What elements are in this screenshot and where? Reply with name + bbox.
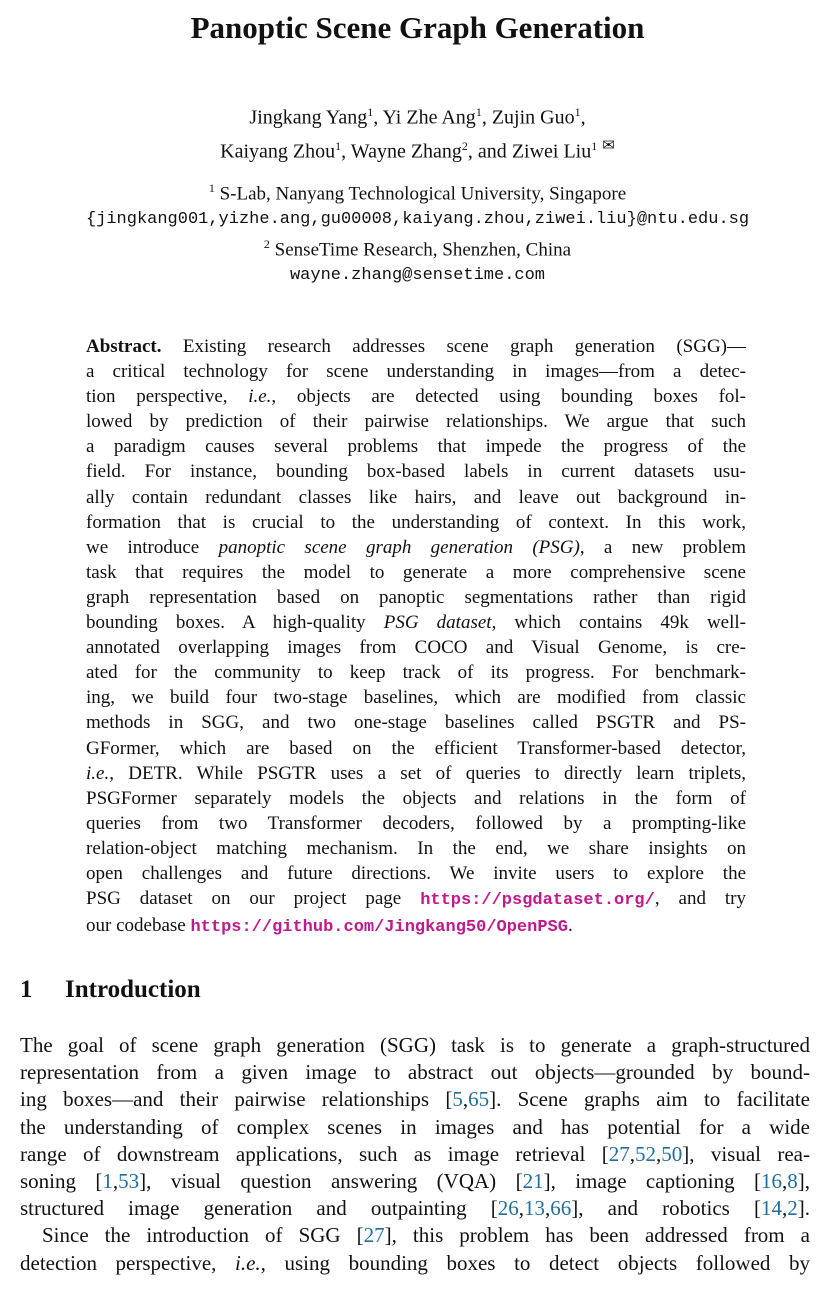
- abstract-line: open challenges and future directions. We invite users to explore the: [86, 862, 746, 884]
- abstract-line: methods in SGG, and two one-stage baselines called PSGTR and PS-: [86, 712, 746, 734]
- project-page-link[interactable]: https://psgdataset.org/: [420, 891, 655, 911]
- citation-link[interactable]: 53: [118, 1169, 140, 1194]
- abstract: [86, 334, 746, 940]
- introduction-body: [20, 1032, 810, 1277]
- citation-link[interactable]: 8: [787, 1169, 798, 1194]
- intro-line: the understanding of complex scenes in images and has potential for a wide: [20, 1114, 810, 1139]
- affiliation-mark: 1: [335, 138, 342, 153]
- citation-link[interactable]: 65: [468, 1087, 490, 1112]
- intro-line: Since the introduction of SGG [27], this problem has been addressed from a: [42, 1223, 810, 1248]
- affiliation-mark: 1: [591, 138, 598, 153]
- author-list: [0, 98, 835, 165]
- affiliations: [0, 176, 835, 289]
- citation-link[interactable]: 13: [524, 1196, 545, 1221]
- abstract-line: graph representation based on panoptic segmentations rather than rigid: [86, 586, 746, 608]
- intro-line: range of downstream applications, such as image retrieval [27,52,50], visual rea-: [20, 1141, 810, 1166]
- abstract-line: bounding boxes. A high-quality PSG dataset, which contains 49k well-: [86, 612, 746, 634]
- affiliation-2: $^2$ SenseTime Research, Shenzhen, China: [263, 237, 572, 261]
- abstract-body: [86, 334, 746, 886]
- affiliation-mark: 1: [367, 105, 374, 119]
- affiliation-1: $^1$ S-Lab, Nanyang Technological University, Singapore: [208, 181, 627, 205]
- affiliation-2-email[interactable]: wayne.zhang@sensetime.com: [289, 266, 546, 286]
- citation-link[interactable]: 66: [550, 1196, 572, 1221]
- citation-link[interactable]: 50: [661, 1141, 683, 1166]
- abstract-line: lowed by prediction of their pairwise relationships. We argue that such: [86, 411, 746, 433]
- abstract-line: GFormer, which are based on the efficient Transformer-based detector,: [86, 737, 746, 759]
- abstract-line: Abstract. Existing research addresses scene graph generation (SGG)—: [86, 336, 746, 357]
- abstract-line: annotated overlapping images from COCO and Visual Genome, is cre-: [86, 637, 746, 659]
- abstract-line: ally contain redundant classes like hairs, and leave out background in-: [86, 486, 746, 508]
- intro-line: ing boxes—and their pairwise relationships [5,65]. Scene graphs aim to facilitate: [20, 1087, 810, 1112]
- author-name: Jingkang Yang: [249, 106, 368, 129]
- citation-link[interactable]: 2: [787, 1196, 798, 1221]
- intro-line: structured image generation and outpainting [26,13,66], and robotics [14,2].: [20, 1196, 810, 1221]
- abstract-line: task that requires the model to generate a more comprehensive scene: [86, 561, 746, 583]
- citation-link[interactable]: 5: [452, 1087, 463, 1112]
- affiliation-1-email[interactable]: {jingkang001,yizhe.ang,gu00008,kaiyang.zhou,ziwei.liu}@ntu.edu.sg: [85, 209, 750, 229]
- authors-line-2: Kaiyang Zhou$^1$, Wayne Zhang$^2$, and Ziwei Liu$^1$ ✉: [220, 137, 615, 163]
- author-name: Kaiyang Zhou: [220, 140, 336, 163]
- citation-link[interactable]: 26: [497, 1196, 519, 1221]
- abstract-line: tion perspective, i.e., objects are detected using bounding boxes fol-: [86, 386, 746, 408]
- codebase-link[interactable]: https://github.com/Jingkang50/OpenPSG: [190, 918, 568, 938]
- abstract-line: i.e., DETR. While PSGTR uses a set of queries to directly learn triplets,: [86, 762, 746, 784]
- intro-line: soning [1,53], visual question answering (VQA) [21], image captioning [16,8],: [20, 1169, 810, 1194]
- abstract-line: our codebase https://github.com/Jingkang50/OpenPSG.: [86, 915, 573, 938]
- intro-line: detection perspective, i.e., using bounding boxes to detect objects followed by: [20, 1250, 810, 1275]
- abstract-line: we introduce panoptic scene graph generation (PSG), a new problem: [86, 536, 746, 558]
- author-name: Ziwei Liu: [511, 140, 592, 163]
- authors-line-1: Jingkang Yang$^1$, Yi Zhe Ang$^1$, Zujin Guo$^1$,: [249, 105, 586, 129]
- author-name: Zujin Guo: [491, 106, 575, 129]
- citation-link[interactable]: 52: [634, 1141, 656, 1166]
- section-heading: 1 Introduction: [20, 976, 201, 1003]
- abstract-line: a paradigm causes several problems that impede the progress of the: [86, 436, 746, 458]
- abstract-line: PSG dataset on our project page https://psgdataset.org/, and try: [86, 888, 746, 911]
- author-name: Wayne Zhang: [350, 140, 462, 163]
- abstract-line: ing, we build four two-stage baselines, which are modified from classic: [86, 687, 746, 709]
- citation-link[interactable]: 27: [363, 1223, 385, 1248]
- intro-line: The goal of scene graph generation (SGG) task is to generate a graph-structured: [20, 1033, 810, 1057]
- abstract-line: PSGFormer separately models the objects and relations in the form of: [86, 787, 746, 809]
- citation-link[interactable]: 1: [102, 1169, 113, 1194]
- paper-title: Panoptic Scene Graph Generation: [190, 10, 645, 45]
- author-name: Yi Zhe Ang: [382, 106, 476, 129]
- abstract-line: ated for the community to keep track of its progress. For benchmark-: [86, 662, 746, 684]
- abstract-line: formation that is crucial to the understanding of context. In this work,: [86, 511, 746, 533]
- affiliation-mark: 1: [475, 105, 482, 119]
- citation-link[interactable]: 21: [522, 1169, 544, 1194]
- affiliation-mark: 1: [574, 105, 581, 119]
- abstract-label: Abstract.: [86, 336, 183, 357]
- citation-link[interactable]: 27: [608, 1141, 630, 1166]
- envelope-icon[interactable]: ✉: [602, 137, 615, 154]
- abstract-line: relation-object matching mechanism. In the end, we share insights on: [86, 837, 746, 859]
- abstract-line: queries from two Transformer decoders, followed by a prompting-like: [86, 812, 746, 834]
- citation-link[interactable]: 14: [761, 1196, 782, 1221]
- citation-link[interactable]: 16: [760, 1169, 782, 1194]
- abstract-line: field. For instance, bounding box-based labels in current datasets usu-: [86, 461, 746, 483]
- intro-line: representation from a given image to abstract out objects—grounded by bound-: [20, 1060, 810, 1085]
- affiliation-mark: 2: [461, 138, 468, 153]
- abstract-line: a critical technology for scene understanding in images—from a detec-: [86, 361, 746, 383]
